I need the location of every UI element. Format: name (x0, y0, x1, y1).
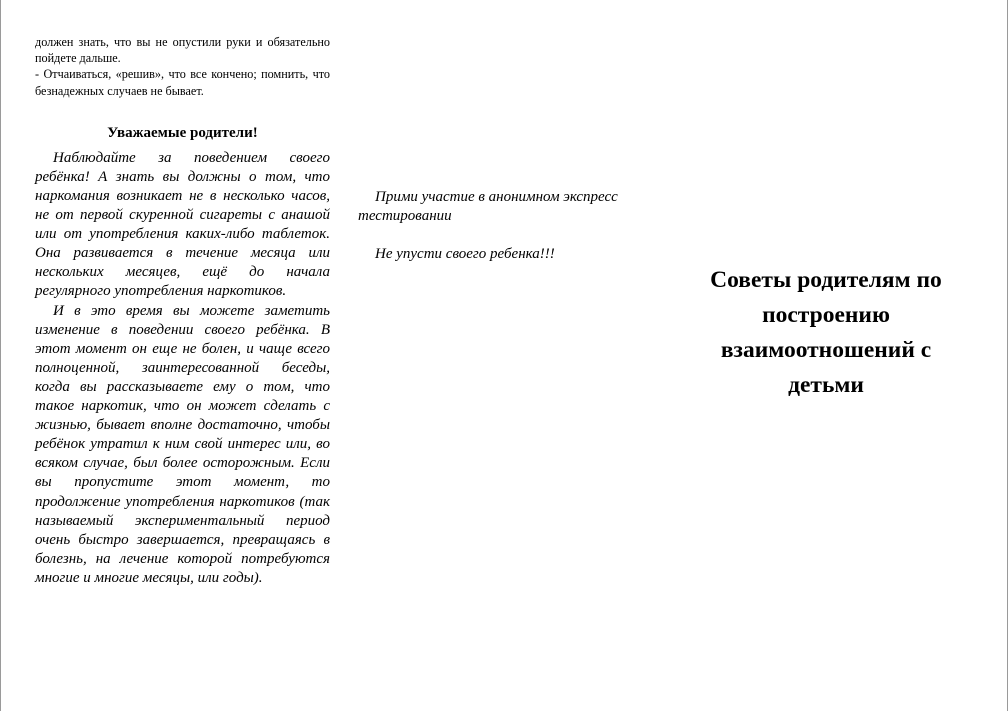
testing-invitation: Прими участие в анонимном экспресс тестировании (358, 189, 618, 225)
brochure-title: Советы родителям по построению взаимоотношений с детьми (710, 267, 942, 398)
intro-continuation: должен знать, что вы не опустили руки и обязательно пойдете дальше. (35, 35, 330, 66)
body-paragraph-1: Наблюдайте за поведением своего ребёнка! А знать вы должны о том, что наркомания возникает не в несколько часов, не от первой скуренной сигареты с анашой или от употребления каких-либо таблеток. Она развивается в течение месяца или нескольких месяцев, ещё до начала регулярного употребления наркотиков. (35, 149, 330, 300)
middle-column (358, 188, 658, 264)
slogan: Не упусти своего ребенка!!! (375, 246, 555, 263)
section-heading: Уважаемые родители! (107, 124, 258, 141)
left-column (35, 34, 330, 588)
body-paragraph-2: И в это время вы можете заметить изменение в поведении своего ребёнка. В этот момент он еще не болен, и чаще всего полноценной, заинтересованной беседы, когда вы рассказываете ему о том, что такое наркотик, что он может сделать с жизнью, бывает вполне достаточно, чтобы ребёнок утратил к ним свой интерес или, во всяком случае, был более осторожным. Если вы пропустите этот момент, то продолжение употребления наркотиков (так называемый экспериментальный период очень быстро завершается, превращаясь в болезнь, на лечение которой потребуются многие и многие месяцы, или годы). (35, 302, 330, 586)
intro-advice-item: - Отчаиваться, «решив», что все кончено; помнить, что безнадежных случаев не бывает. (35, 67, 330, 98)
